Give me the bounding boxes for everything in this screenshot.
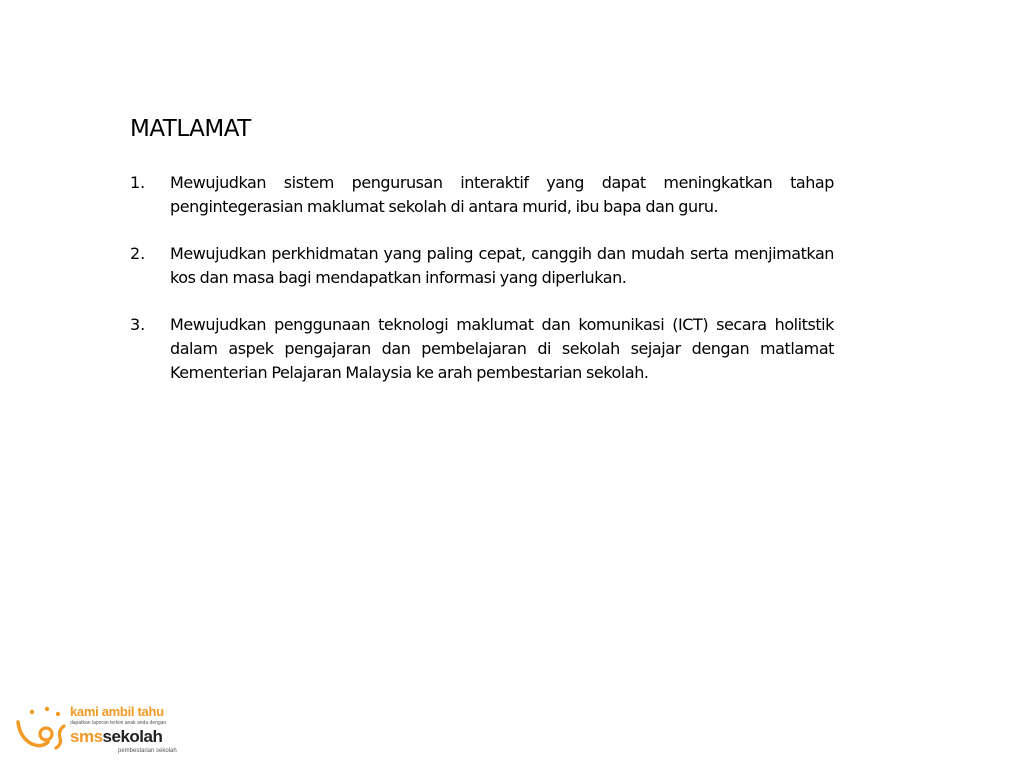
logo-brand-sms: sms — [70, 727, 103, 746]
logo-brand-sub: pembestarian sekolah — [118, 748, 177, 754]
goal-number: 3. — [130, 315, 146, 334]
goal-item — [130, 242, 834, 290]
goal-text: Mewujudkan perkhidmatan yang paling cepat, canggih dan mudah serta menjimatkan kos dan masa bagi mendapatkan informasi yang diperlukan. — [170, 244, 834, 287]
logo-tagline: kami ambil tahu — [70, 704, 164, 719]
goal-item — [130, 171, 834, 219]
goal-list — [130, 171, 834, 408]
goal-number: 2. — [130, 244, 146, 263]
slide-title: MATLAMAT — [130, 116, 251, 142]
footer-logo — [14, 700, 177, 760]
goal-item — [130, 313, 834, 385]
goal-text: Mewujudkan sistem pengurusan interaktif yang dapat meningkatkan tahap pengintegerasian maklumat sekolah di antara murid, ibu bapa dan guru. — [170, 173, 834, 216]
logo-brand — [70, 727, 162, 747]
goal-number: 1. — [130, 173, 146, 192]
goal-text: Mewujudkan penggunaan teknologi maklumat dan komunikasi (ICT) secara holitstik dalam aspek pengajaran dan pembelajaran di sekolah sejajar dengan matlamat Kementerian Pelajaran Malaysia ke arah pembestarian sekolah. — [170, 315, 834, 382]
logo-brand-sekolah: sekolah — [102, 727, 163, 746]
smiley-swirl-icon — [14, 700, 70, 760]
logo-subtagline: dapatkan laporan terkini anak anda dengan — [70, 720, 167, 726]
